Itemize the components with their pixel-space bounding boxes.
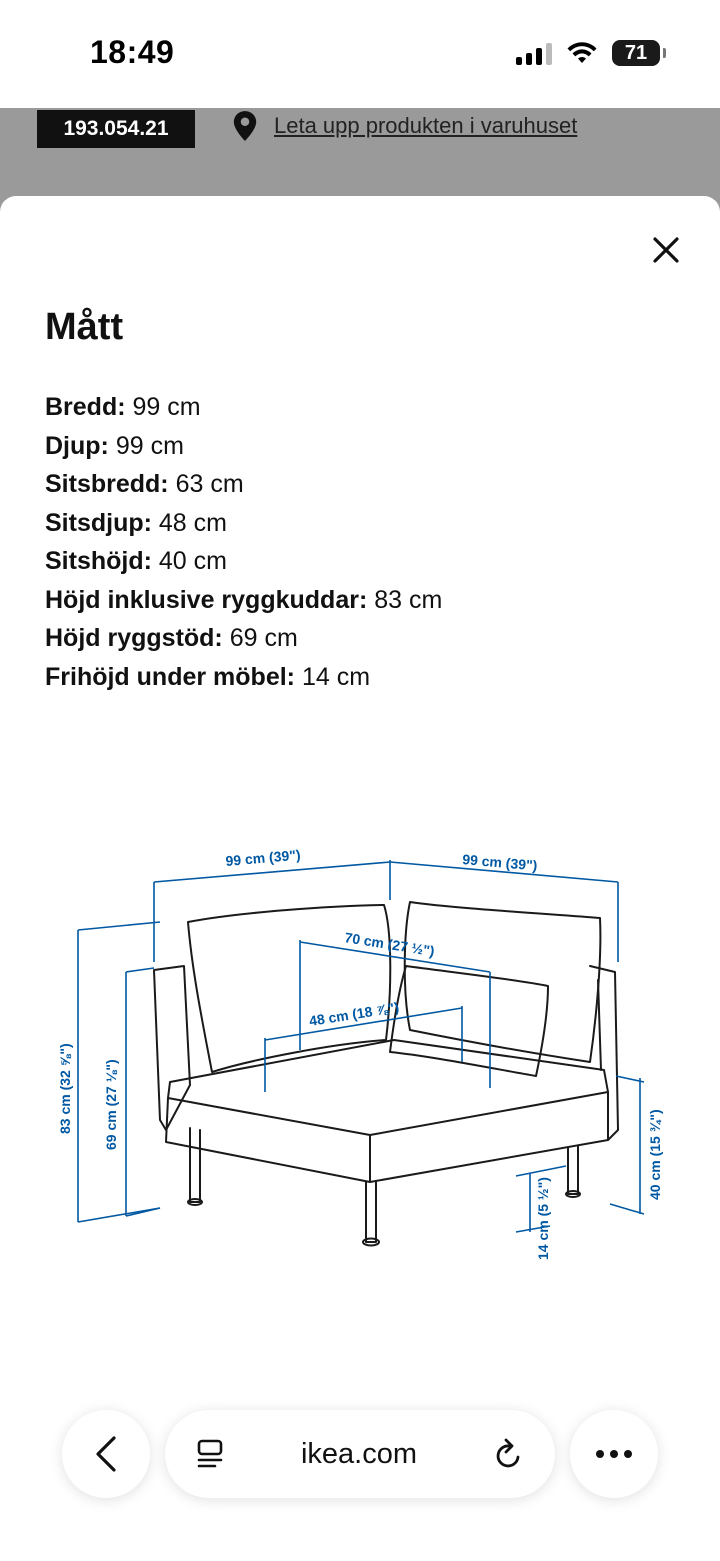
store-locator-link[interactable] xyxy=(232,110,577,142)
reader-tabs-icon[interactable] xyxy=(195,1438,225,1470)
cellular-signal-icon xyxy=(516,41,552,65)
spec-list xyxy=(45,388,442,696)
status-bar xyxy=(0,0,720,108)
dimension-drawing xyxy=(30,830,690,1300)
dim-seat-width: 70 cm (27 ½") xyxy=(343,929,436,960)
spec-item: Bredd: 99 cm xyxy=(45,393,201,421)
dim-seat-height: 40 cm (15 ¾") xyxy=(647,1109,663,1200)
more-dots-icon xyxy=(594,1449,634,1459)
address-bar[interactable] xyxy=(165,1410,555,1498)
close-button[interactable] xyxy=(648,232,684,268)
spec-item: Djup: 99 cm xyxy=(45,431,184,460)
dim-height-cushions: 83 cm (32 ⅝") xyxy=(57,1043,73,1134)
status-icons xyxy=(516,40,660,66)
reload-icon[interactable] xyxy=(493,1437,525,1471)
spec-item: Höjd ryggstöd: 69 cm xyxy=(45,624,298,652)
chevron-left-icon xyxy=(94,1435,118,1473)
spec-item: Sitsdjup: 48 cm xyxy=(45,508,227,537)
status-time: 18:49 xyxy=(90,34,175,70)
spec-item: Sitsbredd: 63 cm xyxy=(45,470,244,498)
spec-item: Sitshöjd: 40 cm xyxy=(45,547,227,575)
dim-clearance: 14 cm (5 ½") xyxy=(535,1177,551,1260)
close-icon xyxy=(653,237,679,263)
store-link-label: Leta upp produkten i varuhuset xyxy=(274,113,578,138)
more-options-button[interactable] xyxy=(570,1410,658,1498)
url-text: ikea.com xyxy=(300,1437,418,1470)
back-button[interactable] xyxy=(62,1410,150,1498)
battery-icon xyxy=(612,40,660,66)
dim-seat-depth: 48 cm (18 ⅞") xyxy=(307,998,401,1029)
dim-width-left: 99 cm (39") xyxy=(224,846,302,869)
article-number-badge: 193.054.21 xyxy=(37,110,195,148)
wifi-icon xyxy=(566,41,598,65)
battery-level: 71 xyxy=(624,41,648,64)
dim-width-right: 99 cm (39") xyxy=(461,851,538,874)
location-pin-icon xyxy=(232,110,258,142)
spec-item: Frihöjd under möbel: 14 cm xyxy=(45,662,371,691)
spec-item: Höjd inklusive ryggkuddar: 83 cm xyxy=(45,585,443,614)
dim-height-backrest: 69 cm (27 ⅛") xyxy=(103,1059,119,1150)
sheet-title: Mått xyxy=(45,306,124,348)
